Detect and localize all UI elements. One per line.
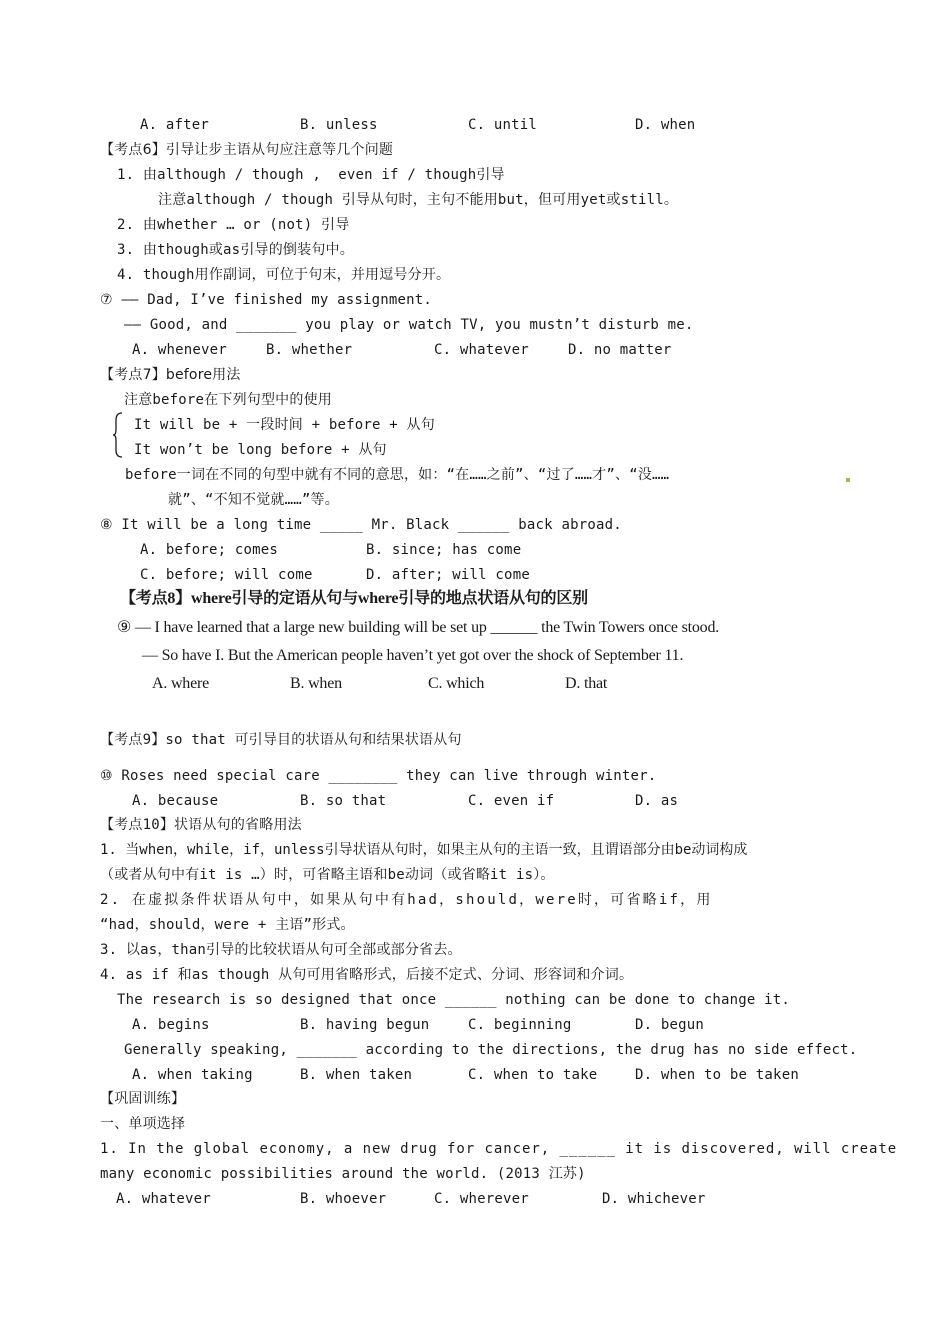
- ex1-option-a: A. begins: [132, 1017, 210, 1033]
- ex2-option-a: A. when taking: [132, 1067, 253, 1083]
- q9-option-b: B. when: [290, 675, 342, 692]
- question-8-stem: ⑧ It will be a long time _____ Mr. Black ______ back abroad.: [100, 517, 622, 533]
- question-10-stem: ⑩ Roses need special care ________ they can live through winter.: [100, 768, 657, 784]
- ex1-option-c: C. beginning: [468, 1017, 572, 1033]
- q10-option-a: A. because: [132, 793, 219, 809]
- k10-rule-4: 4. as if 和as though 从句可用省略形式，后接不定式、分词、形容词和介词。: [100, 967, 634, 983]
- practice-title: 【巩固训练】: [100, 1091, 186, 1107]
- ex2-option-d: D. when to be taken: [635, 1067, 799, 1083]
- k6-line-1: 1. 由although / though , even if / though引导: [117, 167, 505, 183]
- practice-section: 一、单项选择: [100, 1116, 186, 1132]
- practice-q1-option-c: C. wherever: [434, 1191, 529, 1207]
- q7-option-d: D. no matter: [568, 342, 672, 358]
- section-title-k6: 【考点6】引导让步主语从句应注意等几个问题: [100, 142, 394, 158]
- ex2-option-b: B. when taken: [300, 1067, 413, 1083]
- ex1-option-d: D. begun: [635, 1017, 705, 1033]
- example-1-stem: The research is so designed that once ______ nothing can be done to change it.: [117, 992, 791, 1008]
- practice-q1-line-1: 1. In the global economy, a new drug for cancer, ______ it is discovered, will create: [100, 1141, 898, 1157]
- option-a: A. after: [140, 117, 210, 133]
- question-7-line-2: —— Good, and _______ you play or watch TV, you mustn’t disturb me.: [124, 317, 694, 333]
- example-2-stem: Generally speaking, _______ according to the directions, the drug has no side effect.: [124, 1042, 858, 1058]
- q10-option-d: D. as: [635, 793, 679, 809]
- q9-option-d: D. that: [565, 675, 608, 692]
- ex1-option-b: B. having begun: [300, 1017, 430, 1033]
- option-c: C. until: [468, 117, 538, 133]
- k6-line-4: 3. 由though或as引导的倒装句中。: [117, 242, 354, 258]
- q10-option-b: B. so that: [300, 793, 387, 809]
- section-title-k8: 【考点8】where引导的定语从句与where引导的地点状语从句的区别: [120, 590, 588, 607]
- practice-q1-option-d: D. whichever: [602, 1191, 706, 1207]
- k10-rule-2a: 2. 在虚拟条件状语从句中，如果从句中有had，should，were时，可省略if，用: [100, 892, 713, 908]
- k6-line-3: 2. 由whether … or (not) 引导: [117, 217, 350, 233]
- practice-q1-option-b: B. whoever: [300, 1191, 387, 1207]
- q7-option-b: B. whether: [266, 342, 353, 358]
- q8-option-d: D. after; will come: [366, 567, 530, 583]
- q7-option-c: C. whatever: [434, 342, 529, 358]
- k6-line-5: 4. though用作副词，可位于句末，并用逗号分开。: [117, 267, 451, 283]
- k7-pattern-2: It won’t be long before + 从句: [134, 442, 387, 458]
- k10-rule-3: 3. 以as，than引导的比较状语从句可全部或部分省去。: [100, 942, 462, 958]
- brace-icon: [113, 412, 123, 458]
- q9-option-c: C. which: [428, 675, 485, 692]
- k6-line-2: 注意although / though 引导从句时，主句不能用but，但可用yet或still。: [158, 192, 679, 208]
- k7-meaning-2: 就”、“不知不觉就……”等。: [168, 492, 339, 508]
- green-dot-icon: [846, 478, 850, 482]
- k10-rule-1a: 1. 当when，while，if，unless引导状语从句时，如果主从句的主语一致，且谓语部分由be动词构成: [100, 842, 748, 858]
- k10-rule-1b: （或者从句中有it is …）时，可省略主语和be动词（或省略it is）。: [100, 867, 555, 883]
- question-9-line-2: — So have I. But the American people haven’t yet got over the shock of September 11.: [142, 647, 684, 664]
- q8-option-a: A. before; comes: [140, 542, 279, 558]
- k7-note: 注意before在下列句型中的使用: [124, 392, 332, 408]
- q8-option-b: B. since; has come: [366, 542, 522, 558]
- q9-option-a: A. where: [152, 675, 210, 692]
- q10-option-c: C. even if: [468, 793, 555, 809]
- k10-rule-2b: “had，should，were + 主语”形式。: [100, 917, 355, 933]
- q7-option-a: A. whenever: [132, 342, 227, 358]
- section-title-k10: 【考点10】状语从句的省略用法: [100, 817, 302, 833]
- section-title-k7: 【考点7】before用法: [100, 367, 241, 383]
- q8-option-c: C. before; will come: [140, 567, 313, 583]
- k7-pattern-1: It will be + 一段时间 + before + 从句: [134, 417, 435, 433]
- practice-q1-option-a: A. whatever: [116, 1191, 211, 1207]
- option-b: B. unless: [300, 117, 378, 133]
- practice-q1-line-2: many economic possibilities around the world. (2013 江苏): [100, 1166, 586, 1182]
- k7-meaning-1: before一词在不同的句型中就有不同的意思，如：“在……之前”、“过了……才”、“没……: [125, 467, 670, 483]
- ex2-option-c: C. when to take: [468, 1067, 598, 1083]
- option-d: D. when: [635, 117, 696, 133]
- section-title-k9: 【考点9】so that 可引导目的状语从句和结果状语从句: [100, 732, 462, 748]
- question-9-line-1: ⑨ — I have learned that a large new building will be set up ______ the Twin Towers once stood.: [117, 619, 720, 636]
- question-7-line-1: ⑦ —— Dad, I’ve finished my assignment.: [100, 292, 433, 308]
